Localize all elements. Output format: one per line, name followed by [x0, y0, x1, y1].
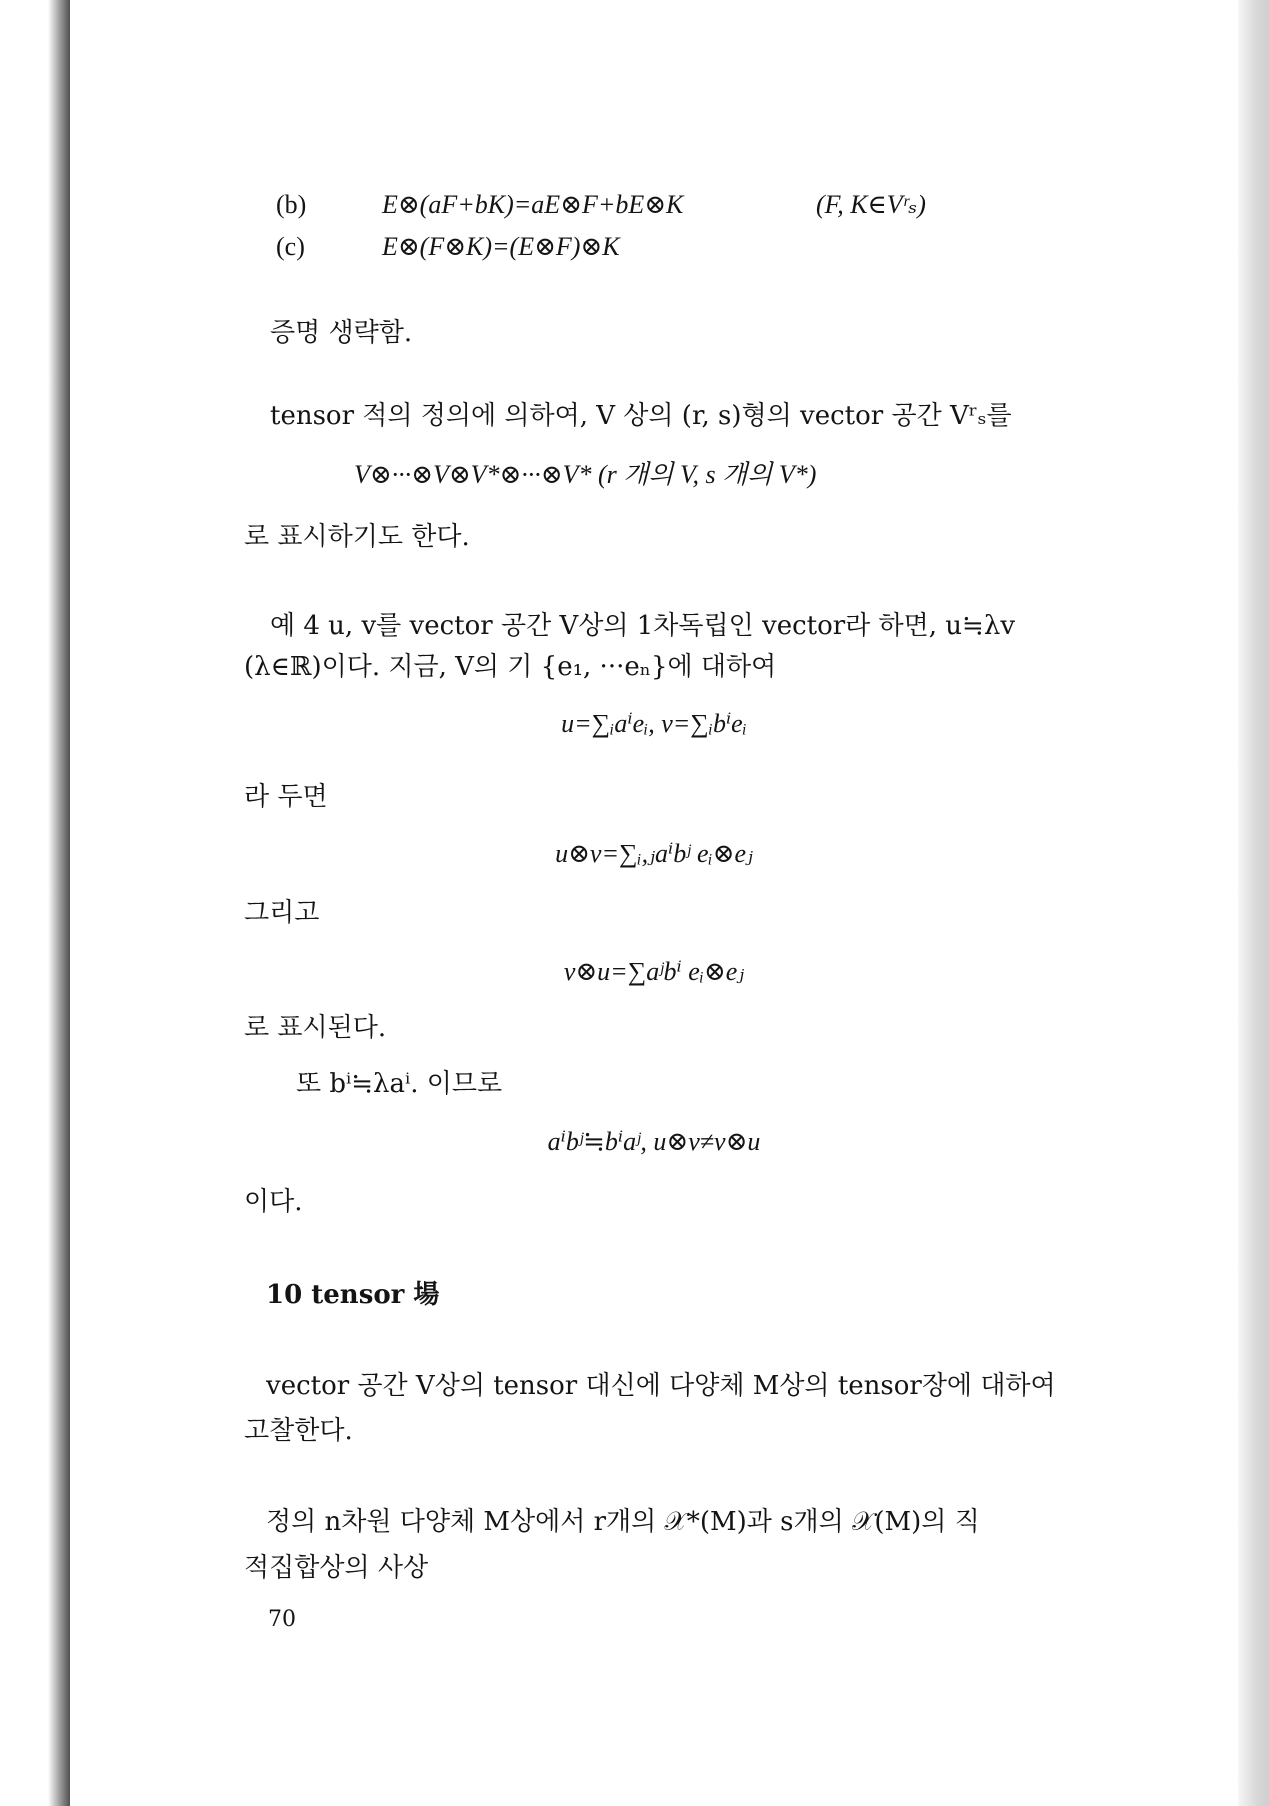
book-page — [70, 0, 1238, 1806]
example-4-line-2: (λ∈ℝ)이다. 지금, V의 기 {e₁, ···eₙ}에 대하여 — [244, 652, 777, 682]
tensor-product-form: V⊗···⊗V⊗V*⊗···⊗V* (r 개의 V, s 개의 V*) — [354, 460, 817, 489]
definition-line-1: 정의 n차원 다양체 M상에서 r개의 𝒳*(M)과 s개의 𝒳(M)의 직 — [266, 1507, 980, 1537]
example-4-line-1: 예 4 u, v를 vector 공간 V상의 1차독립인 vector라 하면, u≒λv — [270, 611, 1016, 641]
page-edge-shadow — [1238, 0, 1269, 1806]
equation-u-tensor-v: u⊗v=∑ᵢ,ⱼaⁱbʲ eᵢ⊗eⱼ — [555, 839, 753, 868]
page-binding-shadow — [48, 0, 70, 1806]
let-be: 라 두면 — [244, 782, 328, 812]
intro-line-2: 고찰한다. — [244, 1416, 353, 1446]
equation-c: E⊗(F⊗K)=(E⊗F)⊗K — [382, 232, 620, 261]
intro-line-1: vector 공간 V상의 tensor 대신에 다양체 M상의 tensor장에 대하여 — [266, 1371, 1056, 1401]
page-number: 70 — [268, 1607, 296, 1632]
equation-noncommute: aⁱbʲ≒bⁱaʲ, u⊗v≠v⊗u — [547, 1127, 761, 1156]
also-denoted: 로 표시하기도 한다. — [244, 522, 470, 552]
tensor-space-definition: tensor 적의 정의에 의하여, V 상의 (r, s)형의 vector 공간 Vʳₛ를 — [270, 401, 1012, 431]
equation-b-condition: (F, K∈Vʳₛ) — [816, 190, 926, 219]
since-line: 또 bⁱ≒λaⁱ. 이므로 — [296, 1069, 503, 1099]
proof-omitted: 증명 생략함. — [270, 318, 413, 348]
equation-v-tensor-u: v⊗u=∑aʲbⁱ eᵢ⊗eⱼ — [563, 957, 745, 986]
equation-uv-sums: u=∑ᵢaⁱeᵢ, v=∑ᵢbⁱeᵢ — [561, 709, 747, 738]
conclusion: 이다. — [244, 1187, 303, 1217]
equation-c-label: (c) — [276, 232, 305, 261]
section-title: 10 tensor 場 — [266, 1280, 440, 1310]
definition-line-2: 적집합상의 사상 — [244, 1553, 429, 1583]
shown-as: 로 표시된다. — [244, 1013, 387, 1043]
equation-b: E⊗(aF+bK)=aE⊗F+bE⊗K — [382, 190, 684, 219]
equation-b-label: (b) — [276, 190, 307, 219]
and-word: 그리고 — [244, 898, 320, 928]
